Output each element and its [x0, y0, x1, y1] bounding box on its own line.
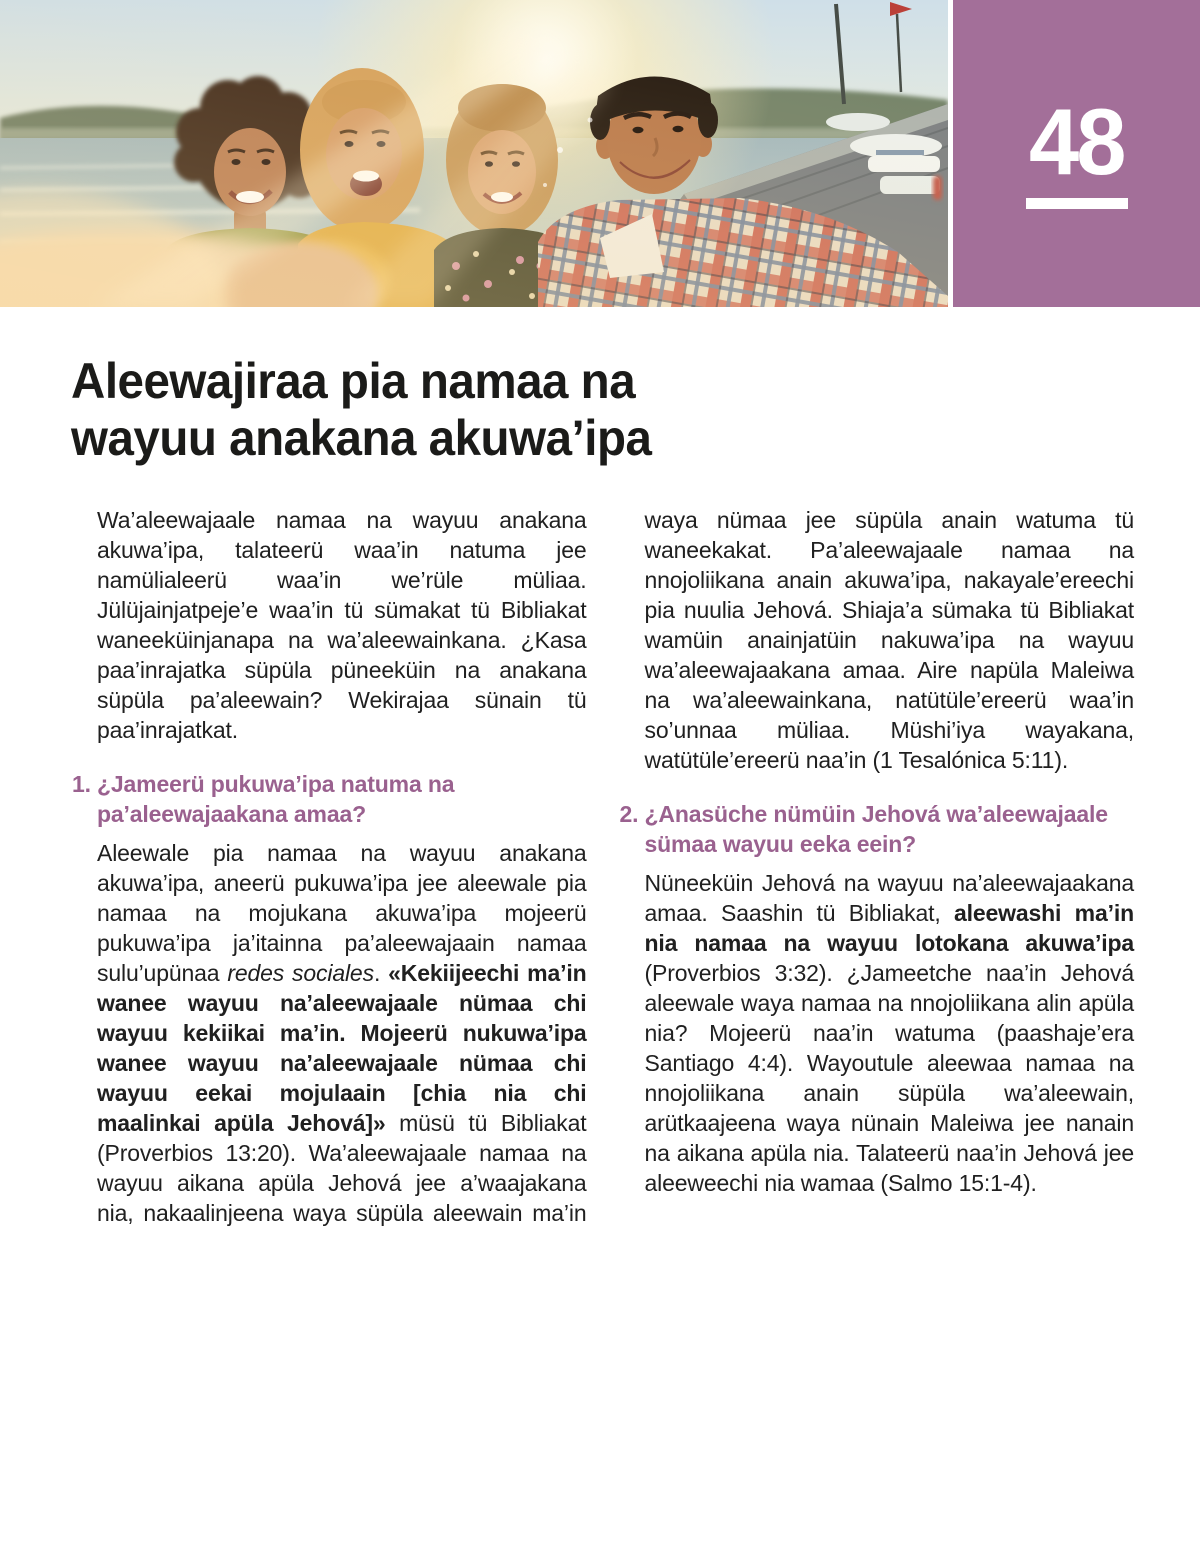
page-title-line-2: wayuu anakana akuwa’ipa	[71, 410, 652, 466]
question-2-number: 2.	[619, 801, 639, 827]
intro-paragraph: Wa’aleewajaale namaa na wayuu anakana akuwa’ipa, talateerü waa’in natuma jee namülialeerü waa’in we’rüle müliaa. Jülüjainjatpeje’e waa’in tü sümakat tü Bibliakat waneeküinjanapa na wa’aleewainkana. ¿Kasa paa’inrajatka süpüla püneeküin na anakana süpüla pa’aleewain? Wekirajaa sünain tü paa’inrajatkat.	[97, 507, 587, 743]
chapter-number: 48	[1029, 88, 1124, 194]
question-2-heading-text: ¿Anasüche nümüin Jehová wa’aleewajaale sümaa wayuu eeka eein?	[644, 801, 1108, 857]
friends-selfie-illustration	[0, 0, 948, 307]
question-1-heading	[72, 769, 587, 829]
article-columns	[72, 505, 1134, 1228]
page-title-line-1: Aleewajiraa pia namaa na	[71, 353, 636, 409]
question-2-heading	[620, 799, 1135, 859]
chapter-underline	[1026, 198, 1128, 209]
question-2-paragraph: Nüneeküin Jehová na wayuu na’aleewajaakana amaa. Saashin tü Bibliakat, aleewashi ma’in nia namaa na wayuu lotokana akuwa’ipa (Proverbios 3:32). ¿Jameetche naa’in Jehová aleewale waya namaa na nnojoliikana alin apüla nia? Mojeerü naa’in watuma (paashaje’era Santiago 4:4). Wayoutule aleewaa namaa na nnojoliikana anain süpüla wa’aleewain, arütkaajeena waya nünain Maleiwa jee nanain na aikana apüla nia. Talateerü naa’in Jehová jee aleeweechi nia wamaa (Salmo 15:1-4).	[644, 870, 1134, 1196]
page-title	[71, 353, 1144, 467]
hero	[0, 0, 1200, 307]
question-1-heading-text: ¿Jameerü pukuwa’ipa natuma na pa’aleewajaakana amaa?	[97, 771, 455, 827]
question-1-number: 1.	[72, 771, 91, 797]
friends-selfie-photo	[0, 0, 948, 307]
question-1-paragraph: Aleewale pia namaa na wayuu anakana akuwa’ipa, aneerü pukuwa’ipa jee aleewale pia namaa na mojukana akuwa’ipa mojeerü pukuwa’ipa ja’itainna pa’aleewajaain namaa sulu’upünaa redes sociales. «Kekiijeechi ma’in wanee wayuu na’aleewajaale nümaa chi wayuu kekiikai ma’in. Mojeerü nukuwa’ipa wanee wayuu na’aleewajaale nümaa chi wayuu eekai mojulaain [chia nia chi maalinkai apüla Jehová]» müsü tü Bibliakat (Proverbios 13:20). Wa’aleewajaale namaa na wayuu aikana apüla Jehová jee a’waajakana nia, nakaalinjeena waya süpüla aleewain ma’in waya nümaa jee süpüla anain watuma tü waneekakat. Pa’aleewajaale namaa na nnojoliikana anain akuwa’ipa, nakayale’ereechi pia nuulia Jehová. Shiaja’a sümaka tü Bibliakat wamüin anainjatüin nakuwa’ipa na wayuu wa’aleewajaakana amaa. Aire napüla Maleiwa na wa’aleewainkana, natütüle’ereerü waa’in so’unnaa müliaa. Müshi’iya wayakana, watütüle’ereerü naa’in (1 Tesalónica 5:11).	[97, 507, 1134, 1226]
chapter-badge	[953, 0, 1200, 307]
